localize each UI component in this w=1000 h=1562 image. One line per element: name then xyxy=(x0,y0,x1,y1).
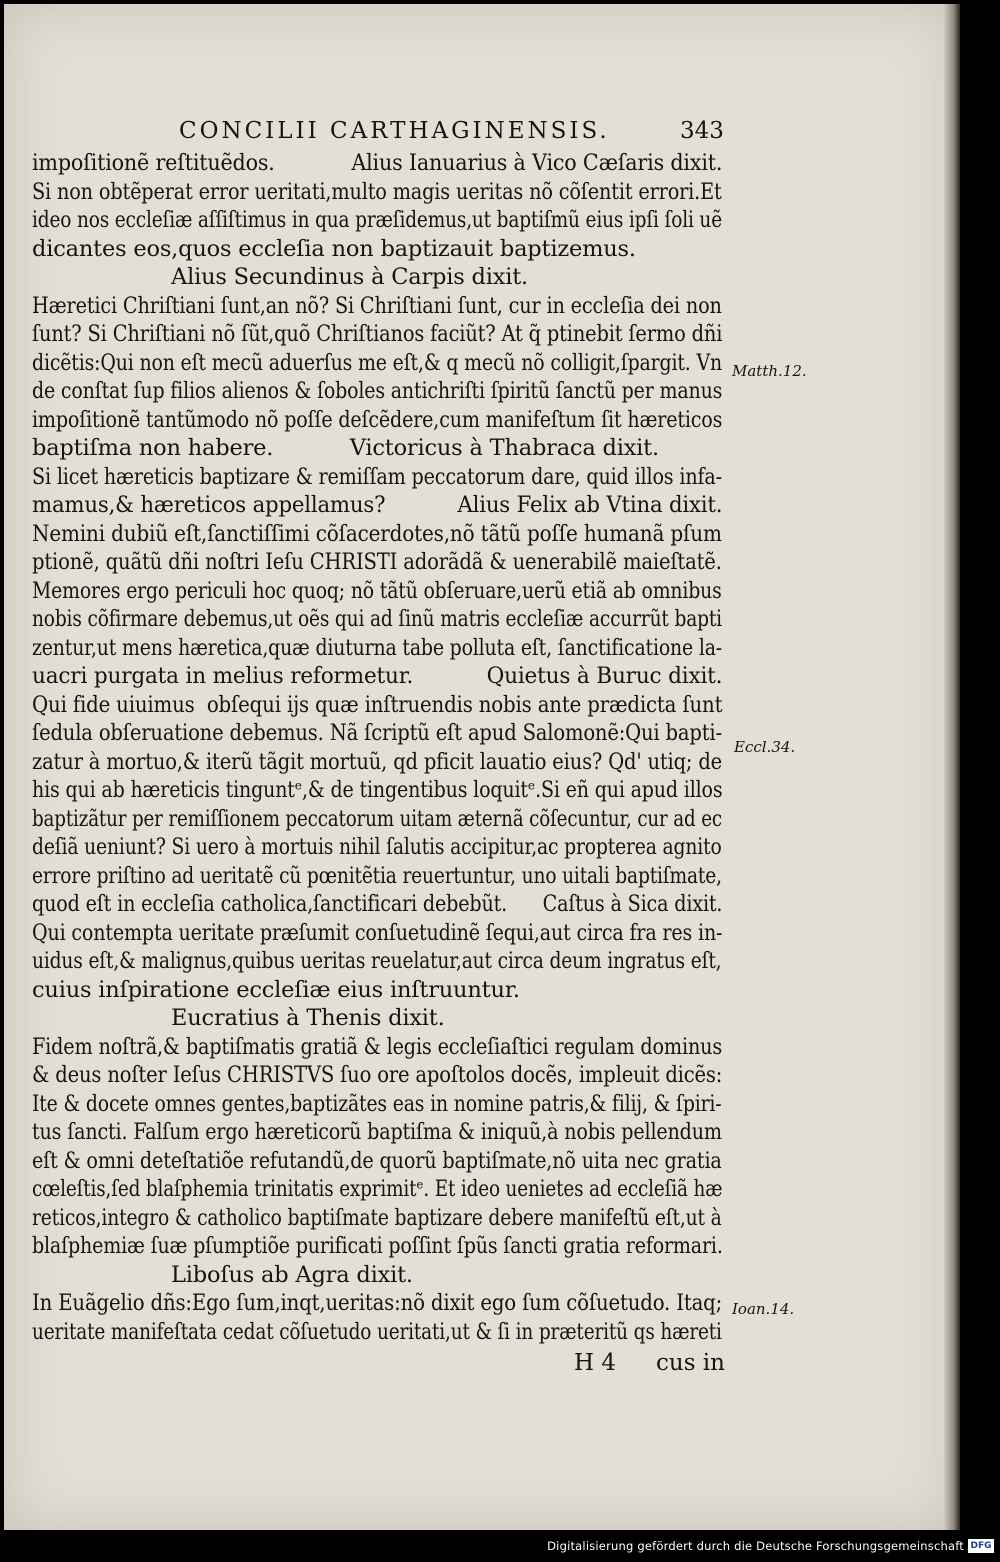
margin-note: Matth.12. xyxy=(732,362,807,380)
text-line: his qui ab hæreticis tinguntᵉ,& de tingentibus loquitᵉ.Si eñ qui apud illos xyxy=(32,777,723,803)
footer-bar xyxy=(0,1532,1000,1562)
text-line: Eucratius à Thenis dixit. xyxy=(32,1005,445,1031)
book-page xyxy=(4,4,956,1530)
text-line: deſiã ueniunt? Si uero à mortuis nihil ſalutis accipitur,ac propterea agnito xyxy=(32,834,722,860)
text-line: blaſphemiæ ſuæ pſumptiõe purificati poſſint ſpũs ſancti gratia reformari. xyxy=(32,1233,723,1259)
page-edge xyxy=(944,4,960,1530)
text-line: mamus,& hæreticos appellamus? Alius Felix ab Vtina dixit. xyxy=(32,492,723,518)
text-line: reticos,integro & catholico baptiſmate baptizare debere manifeſtũ eſt,ut à xyxy=(32,1204,722,1231)
text-line: Alius Secundinus à Carpis dixit. xyxy=(32,264,528,290)
text-line: baptizãtur per remiſſionem peccatorum uitam æternã cõſecuntur, cur ad ec xyxy=(32,805,722,832)
text-line: Fidem noſtrã,& baptiſmatis gratiã & legis eccleſiaſtici regulam dominus xyxy=(32,1033,723,1060)
text-line: eſt & omni deteſtatiõe refutandũ,de quorũ baptiſmate,nõ uita nec gratia xyxy=(32,1147,722,1174)
text-line: uacri purgata in melius reformetur. Quietus à Buruc dixit. xyxy=(32,663,723,689)
text-line: Qui fide uiuimus obſequi ijs quæ inſtruendis nobis ante prædicta ſunt xyxy=(32,691,723,718)
text-line: Liboſus ab Agra dixit. xyxy=(32,1261,413,1288)
text-line: Memores ergo periculi hoc quoq; nõ tãtũ obſeruare,uerũ etiã ab omnibus xyxy=(32,577,722,604)
text-line: nobis cõfirmare debemus,ut oẽs qui ad ſinũ matris eccleſiæ accurrũt bapti xyxy=(32,606,722,632)
text-line: ptionẽ, quãtũ dñi noſtri Ieſu CHRISTI adorãdã & uenerabilẽ maieſtatẽ. xyxy=(32,549,722,575)
text-line: ſunt? Si Chriſtiani nõ ſũt,quõ Chriſtianos faciũt? At q̃ ptinebit ſermo dñi xyxy=(32,321,723,347)
text-line: Hæretici Chriſtiani ſunt,an nõ? Si Chriſtiani ſunt, cur in eccleſia dei non xyxy=(32,292,722,319)
text-line: Nemini dubiũ eſt,ſanctiſſimi cõſacerdotes,nõ tãtũ poſſe humanã pſum xyxy=(32,520,722,547)
funding-credit: Digitalisierung gefördert durch die Deutsche Forschungsgemeinschaft xyxy=(547,1539,964,1553)
dfg-logo: DFG xyxy=(968,1539,994,1553)
text-line: quod eſt in eccleſia catholica,ſanctificari debebũt. Caſtus à Sica dixit. xyxy=(32,891,723,917)
text-line: In Euãgelio dñs:Ego ſum,inqt,ueritas:nõ dixit ego ſum cõſuetudo. Itaq; xyxy=(32,1290,723,1316)
text-line: impoſitionẽ reſtituẽdos. Alius Ianuarius à Vico Cæſaris dixit. xyxy=(32,150,723,176)
text-line: de conſtat ſup filios alienos & ſoboles antichriſti ſpiritũ ſanctũ per manus xyxy=(32,378,723,404)
catchword: cus in xyxy=(656,1350,725,1376)
text-line: zatur à mortuo,& iterũ tãgit mortuũ, qd pficit lauatio eius? Qd' utiq; de xyxy=(32,748,722,775)
text-line: dicẽtis:Qui non eſt mecũ aduerſus me eſt,& q mecũ nõ colligit,ſpargit. Vn xyxy=(32,349,723,376)
text-line: ueritate manifeſtata cedat cõſuetudo ueritati,ut & ſi in præteritũ qs hæreti xyxy=(32,1318,722,1345)
text-line: cuius inſpiratione eccleſiæ eius inſtruuntur. xyxy=(32,976,520,1003)
text-line: Ite & docete omnes gentes,baptizãtes eas in nomine patris,& filij, & ſpiri- xyxy=(32,1090,722,1117)
text-line: Si licet hæreticis baptizare & remiſſam peccatorum dare, quid illos infa- xyxy=(32,463,722,490)
text-line: zentur,ut mens hæretica,quæ diuturna tabe polluta eſt, ſanctificatione la- xyxy=(32,634,723,661)
text-line: uidus eſt,& malignus,quibus ueritas reuelatur,aut circa deum ingratus eſt, xyxy=(32,948,722,974)
margin-note: Ioan.14. xyxy=(732,1300,795,1318)
text-line: Qui contempta ueritate præſumit conſuetudinẽ ſequi,aut circa fra res in- xyxy=(32,919,723,946)
page-number: 343 xyxy=(680,118,724,144)
text-line: cœleſtis,ſed blaſphemia trinitatis exprimitᵉ. Et ideo uenietes ad eccleſiã hæ xyxy=(32,1176,723,1202)
running-head: CONCILII CARTHAGINENSIS. xyxy=(179,118,610,144)
text-line: Si non obtẽperat error ueritati,multo magis ueritas nõ cõſentit errori.Et xyxy=(32,178,722,205)
text-line: baptiſma non habere. Victoricus à Thabraca dixit. xyxy=(32,435,659,461)
text-line: dicantes eos,quos eccleſia non baptizauit baptizemus. xyxy=(32,235,636,262)
text-line: & deus noſter Ieſus CHRISTVS ſuo ore apoſtolos docẽs, impleuit dicẽs: xyxy=(32,1062,723,1088)
signature-mark: H 4 xyxy=(574,1350,617,1376)
text-line: ſedula obſeruatione debemus. Nã ſcriptũ eſt apud Salomonẽ:Qui bapti- xyxy=(32,720,722,746)
text-line: tus ſancti. Falſum ergo hæreticorũ baptiſma & iniquũ,à nobis pellendum xyxy=(32,1119,722,1145)
margin-note: Eccl.34. xyxy=(734,738,796,756)
text-line: impoſitionẽ tantũmodo nõ poſſe deſcẽdere,cum manifeſtum ſit hæreticos xyxy=(32,406,723,433)
text-line: ideo nos eccleſiæ aſſiſtimus in qua præſidemus,ut baptiſmũ eius ipſi ſoli uẽ xyxy=(32,207,722,233)
text-line: errore priſtino ad ueritatẽ cũ pœnitẽtia reuertuntur, uno uitali baptiſmate, xyxy=(32,862,722,889)
